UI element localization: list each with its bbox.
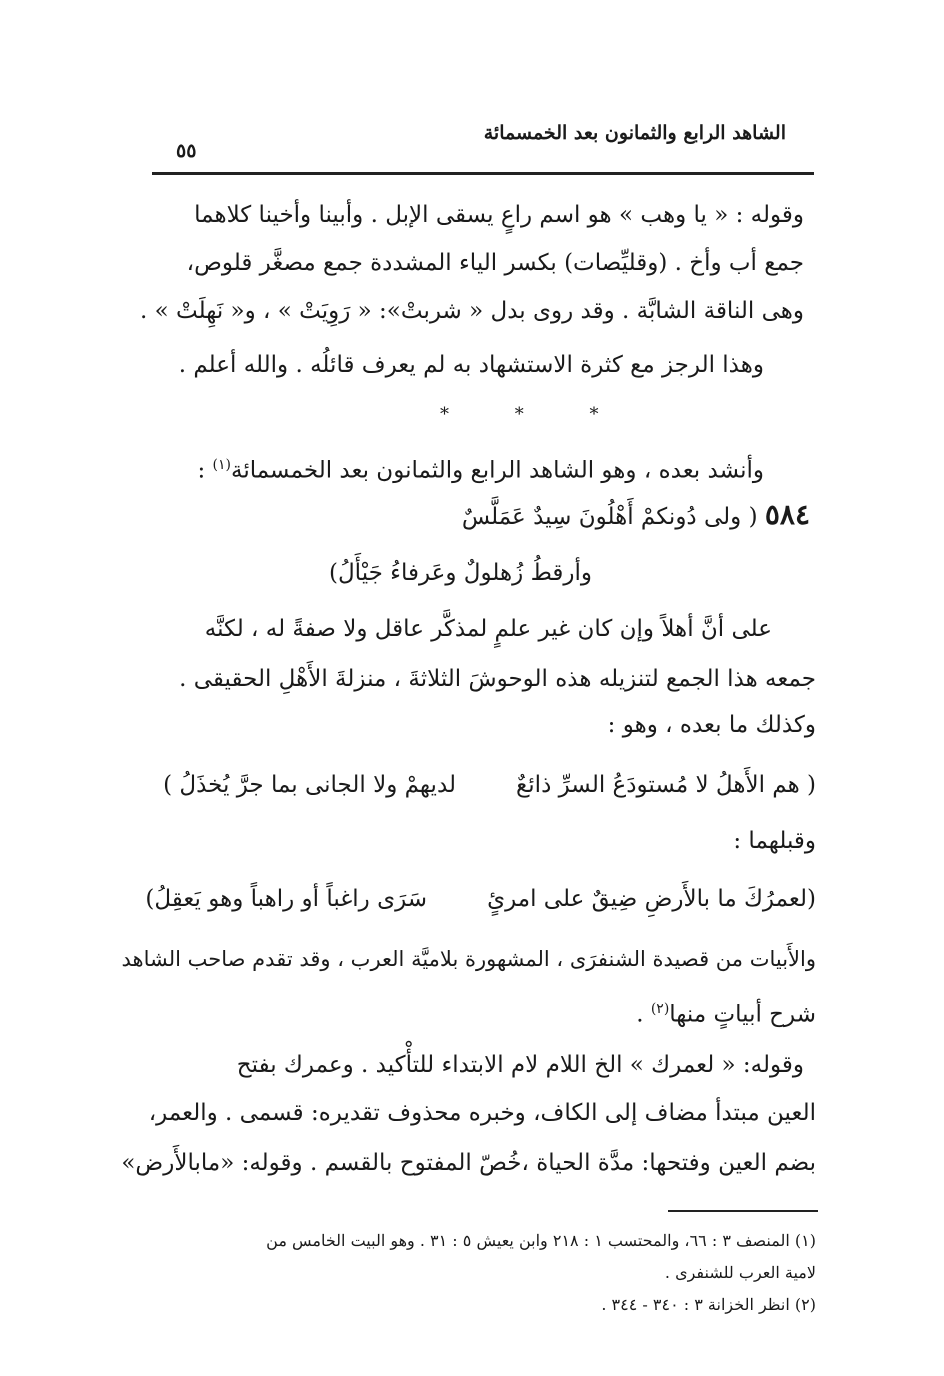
paragraph-line-2: جمع أب وأخ . (وقليِّصات) بكسر الياء المشددة جمع مصغَّر قلوص، xyxy=(186,250,804,276)
verse-3 xyxy=(145,884,816,914)
page-number: ٥٥ xyxy=(176,140,197,162)
paragraph-line-3: وهى الناقة الشابَّة . وقد روى بدل « شربتْ»: « رَوِيَتْ » ، و« نَهِلَتْ » . xyxy=(140,298,804,324)
running-header-title: الشاهد الرابع والثمانون بعد الخمسمائة xyxy=(483,122,786,144)
paragraph-line-14: بضم العين وفتحها: مدَّة الحياة ،خُصّ المفتوح بالقسم . وقوله: «مابالأَرض» xyxy=(121,1150,816,1176)
section-separator: * * * xyxy=(440,404,629,425)
footnote-ref-2: (٢) xyxy=(650,1001,670,1017)
verse-584-second-hemistich: وأرقطُ زُهلولٌ وعَرفاءُ جَيْأَلُ) xyxy=(329,560,592,586)
header-rule xyxy=(152,172,814,175)
paragraph-line-12: وقوله: « لعمرك » الخ اللام لام الابتداء للتأْكيد . وعمرك بفتح xyxy=(236,1052,804,1078)
footnote-ref-1: (١) xyxy=(212,457,232,473)
verse-number: ٥٨٤ xyxy=(764,498,810,531)
verse-584-first-hemistich xyxy=(462,500,810,532)
paragraph-line-13: العين مبتدأ مضاف إلى الكاف، وخبره محذوف تقديره: قسمى . والعمر، xyxy=(148,1100,816,1126)
paragraph-line-6: على أنَّ أهلاً وإن كان غير علمٍ لمذكَّر عاقل ولا صفةً له ، لكنَّه xyxy=(204,616,772,642)
paragraph-line-11 xyxy=(636,994,816,1030)
paragraph-line-4: وهذا الرجز مع كثرة الاستشهاد به لم يعرف قائلُه . والله أعلم . xyxy=(178,352,764,378)
verse-2-part-b: لديهمْ ولا الجانى بما جرَّ يُخذَلُ ) xyxy=(163,772,457,798)
footnote-1-line-2: لامية العرب للشنفرى . xyxy=(664,1263,816,1282)
verse-2-part-a: ( هم الأَهلُ لا مُستودَعُ السرِّ ذائعٌ xyxy=(516,772,816,798)
paragraph-line-9: وقبلهما : xyxy=(733,828,816,854)
paragraph-line-5 xyxy=(197,450,764,486)
intro-text: وأنشد بعده ، وهو الشاهد الرابع والثمانون بعد الخمسمائة xyxy=(231,457,764,484)
footnote-rule xyxy=(668,1210,818,1212)
paragraph-line-10: والأَبيات من قصيدة الشنفرَى ، المشهورة بلاميَّة العرب ، وقد تقدم صاحب الشاهد xyxy=(121,947,816,971)
line-11-end: . xyxy=(636,1001,651,1028)
verse-2 xyxy=(163,770,816,800)
verse-3-part-b: سَرَى راغباً أو راهباً وهو يَعقِلُ) xyxy=(145,886,428,912)
verse-584-part-a: ( ولى دُونكمْ أَهْلُونَ سِيدٌ عَمَلَّسٌ xyxy=(461,504,758,530)
paragraph-line-1: وقوله : « يا وهب » هو اسم راعٍ يسقى الإبل . وأبينا وأخينا كلاهما xyxy=(194,202,804,228)
intro-colon: : xyxy=(197,457,213,484)
footnote-1-line-1: (١) المنصف ٣ : ٦٦، والمحتسب ١ : ٢١٨ وابن يعيش ٥ : ٣١ . وهو البيت الخامس من xyxy=(266,1231,816,1250)
verse-3-part-a: (لعمرُكَ ما بالأَرضِ ضِيقٌ على امرئٍ xyxy=(487,886,816,912)
line-11-text: شرح أبياتٍ منها xyxy=(669,1001,816,1028)
paragraph-line-7: جمعه هذا الجمع لتنزيله هذه الوحوشَ الثلاثةَ ، منزلةَ الأَهْلِ الحقيقى . xyxy=(179,666,816,692)
paragraph-line-8: وكذلك ما بعده ، وهو : xyxy=(607,712,816,738)
footnote-2: (٢) انظر الخزانة ٣ : ٣٤٠ - ٣٤٤ . xyxy=(601,1295,816,1314)
